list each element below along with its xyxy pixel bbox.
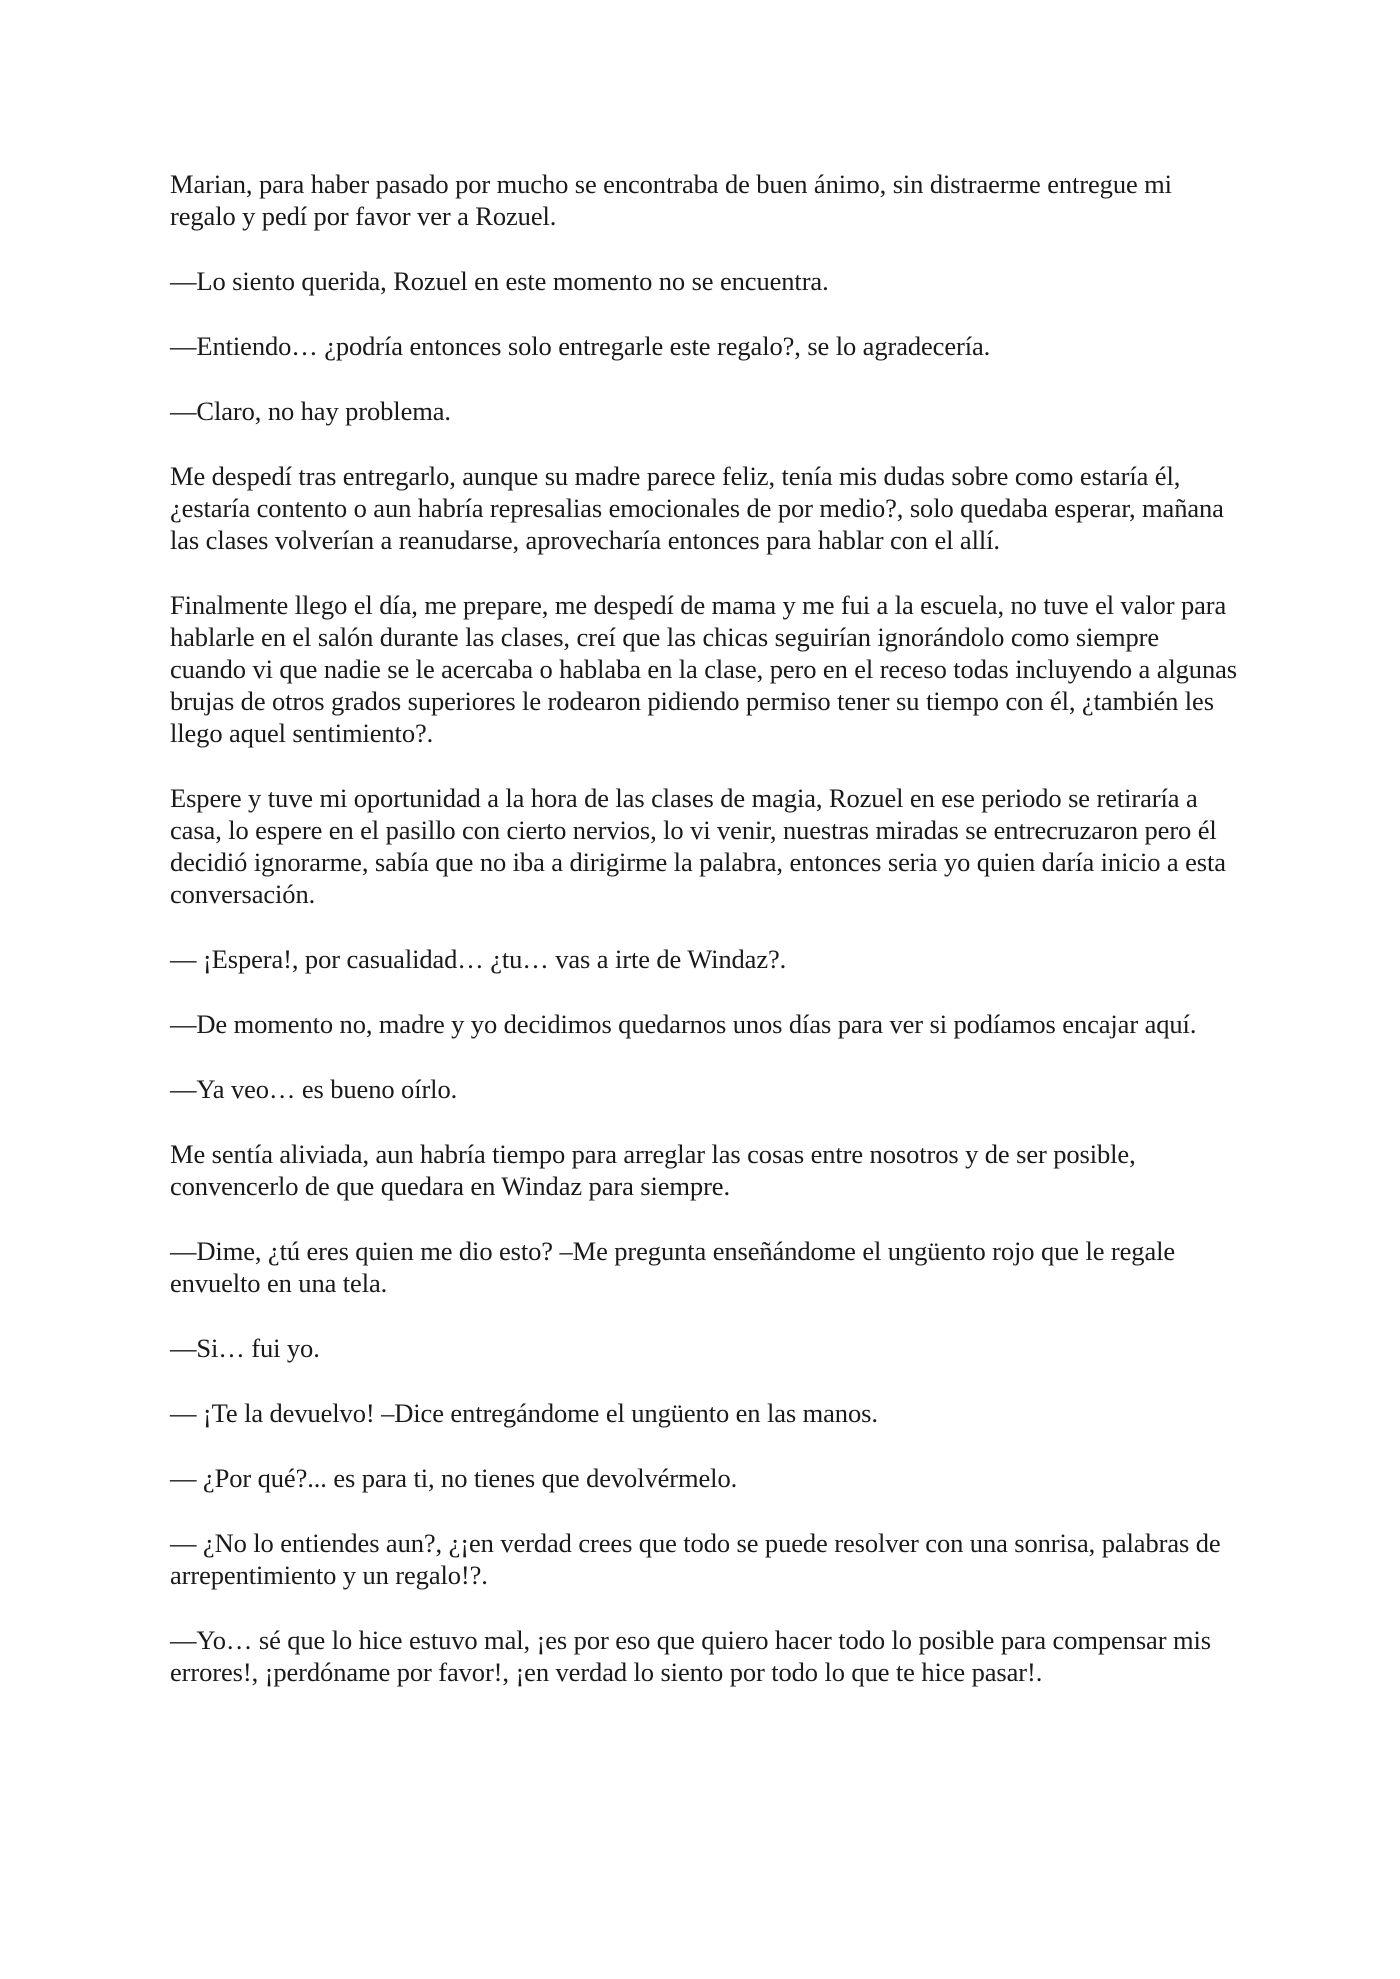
- paragraph-1: Marian, para haber pasado por mucho se encontraba de buen ánimo, sin distraerme entregue mi regalo y pedí por favor ver a Rozuel.: [170, 169, 1172, 231]
- paragraph-5: Me despedí tras entregarlo, aunque su madre parece feliz, tenía mis dudas sobre como estaría él, ¿estaría contento o aun habría represalias emocionales de por medio?, solo quedaba esperar, mañana las clases volverían a reanudarse, aprovecharía entonces para hablar con el allí.: [170, 461, 1224, 555]
- paragraph-16: — ¿No lo entiendes aun?, ¿¡en verdad crees que todo se puede resolver con una sonrisa, palabras de arrepentimiento y un regalo!?.: [170, 1528, 1221, 1590]
- paragraph-12: —Dime, ¿tú eres quien me dio esto? –Me pregunta enseñándome el ungüento rojo que le regale envuelto en una tela.: [170, 1236, 1176, 1298]
- paragraph-17: —Yo… sé que lo hice estuvo mal, ¡es por eso que quiero hacer todo lo posible para compensar mis errores!, ¡perdóname por favor!, ¡en verdad lo siento por todo lo que te hice pasar!.: [170, 1625, 1211, 1687]
- paragraph-4: —Claro, no hay problema.: [170, 396, 451, 426]
- paragraph-10: —Ya veo… es bueno oírlo.: [170, 1074, 458, 1104]
- paragraph-2: —Lo siento querida, Rozuel en este momento no se encuentra.: [170, 266, 829, 296]
- paragraph-11: Me sentía aliviada, aun habría tiempo para arreglar las cosas entre nosotros y de ser posible, convencerlo de que quedara en Windaz para siempre.: [170, 1139, 1136, 1201]
- paragraph-14: — ¡Te la devuelvo! –Dice entregándome el ungüento en las manos.: [170, 1398, 878, 1428]
- paragraph-13: —Si… fui yo.: [170, 1333, 320, 1363]
- paragraph-3: —Entiendo… ¿podría entonces solo entregarle este regalo?, se lo agradecería.: [170, 331, 991, 361]
- paragraph-15: — ¿Por qué?... es para ti, no tienes que devolvérmelo.: [170, 1463, 738, 1493]
- paragraph-7: Espere y tuve mi oportunidad a la hora de las clases de magia, Rozuel en ese periodo se retiraría a casa, lo espere en el pasillo con cierto nervios, lo vi venir, nuestras miradas se entrecruzaron pero él decidió ignorarme, sabía que no iba a dirigirme la palabra, entonces seria yo quien daría inicio a esta conversación.: [170, 783, 1226, 909]
- paragraph-8: — ¡Espera!, por casualidad… ¿tu… vas a irte de Windaz?.: [170, 944, 787, 974]
- paragraph-6: Finalmente llego el día, me prepare, me despedí de mama y me fui a la escuela, no tuve el valor para hablarle en el salón durante las clases, creí que las chicas seguirían ignorándolo como siempre cuando vi que nadie se le acercaba o hablaba en la clase, pero en el receso todas incluyendo a algunas brujas de otros grados superiores le rodearon pidiendo permiso tener su tiempo con él, ¿también les llego aquel sentimiento?.: [170, 590, 1237, 748]
- paragraph-9: —De momento no, madre y yo decidimos quedarnos unos días para ver si podíamos encajar aquí.: [170, 1009, 1197, 1039]
